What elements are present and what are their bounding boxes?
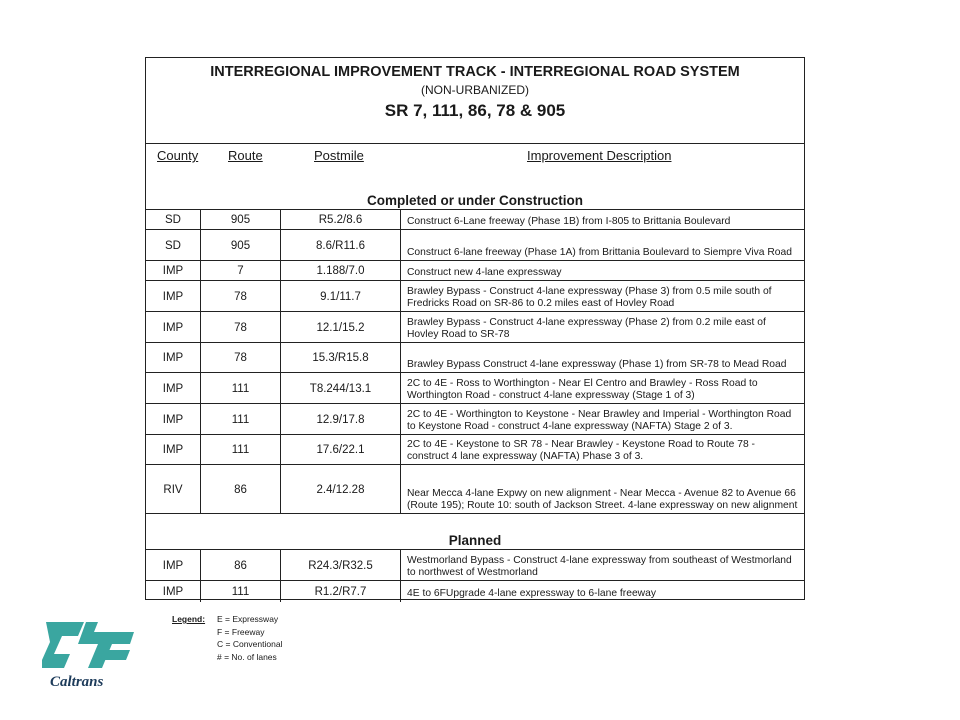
postmile-cell: 1.188/7.0 xyxy=(281,261,401,281)
description-text: 2C to 4E - Worthington to Keystone - Near Brawley and Imperial - Worthington Road to Keystone Road - construct 4-lane expressway (NAFTA) Stage 2 of 3. xyxy=(407,409,792,432)
table-row xyxy=(146,311,804,343)
description-cell xyxy=(401,230,804,261)
description-text: Construct new 4-lane expressway xyxy=(407,267,562,278)
column-route: Route xyxy=(228,148,263,163)
legend-item: C = Conventional xyxy=(217,639,283,649)
table-row xyxy=(146,260,804,281)
page-title: INTERREGIONAL IMPROVEMENT TRACK - INTERREGIONAL ROAD SYSTEM xyxy=(210,64,740,80)
description-text: Brawley Bypass - Construct 4-lane expressway (Phase 2) from 0.2 mile east of Hovley Road to SR-78 xyxy=(407,317,766,340)
postmile-cell: 12.1/15.2 xyxy=(281,312,401,343)
description-cell xyxy=(401,312,804,343)
county-cell: IMP xyxy=(146,435,201,465)
county-cell: IMP xyxy=(146,373,201,404)
postmile-cell: 15.3/R15.8 xyxy=(281,343,401,373)
legend-label: Legend: xyxy=(172,614,206,624)
route-cell: 7 xyxy=(201,261,281,281)
table-row xyxy=(146,434,804,465)
table-row xyxy=(146,342,804,373)
county-cell: IMP xyxy=(146,343,201,373)
county-cell: SD xyxy=(146,210,201,230)
route-cell: 111 xyxy=(201,581,281,602)
postmile-cell: 2.4/12.28 xyxy=(281,465,401,514)
table-row xyxy=(146,280,804,312)
county-cell: IMP xyxy=(146,404,201,435)
table-row xyxy=(146,209,804,230)
route-cell: 905 xyxy=(201,230,281,261)
description-text: Brawley Bypass Construct 4-lane expressway (Phase 1) from SR-78 to Mead Road xyxy=(407,359,787,370)
table-row xyxy=(146,229,804,261)
description-cell xyxy=(401,404,804,435)
description-text: 4E to 6FUpgrade 4-lane expressway to 6-lane freeway xyxy=(407,588,656,599)
column-postmile: Postmile xyxy=(314,148,364,163)
route-cell: 78 xyxy=(201,312,281,343)
caltrans-logo xyxy=(38,614,138,694)
description-cell xyxy=(401,261,804,281)
description-text: 2C to 4E - Keystone to SR 78 - Near Brawley - Keystone Road to Route 78 - construct 4 lane expressway (NAFTA) Phase 3 of 3. xyxy=(407,439,755,462)
section-divider xyxy=(146,513,804,550)
description-cell xyxy=(401,343,804,373)
table-row xyxy=(146,464,804,514)
route-cell: 905 xyxy=(201,210,281,230)
postmile-cell: 9.1/11.7 xyxy=(281,281,401,312)
description-cell xyxy=(401,435,804,465)
table-row xyxy=(146,372,804,404)
table-row xyxy=(146,549,804,581)
logo-mark-accent xyxy=(100,650,130,660)
legend-items xyxy=(217,613,282,663)
description-text: Westmorland Bypass - Construct 4-lane expressway from southeast of Westmorland to northwest of Westmorland xyxy=(407,555,792,578)
route-cell: 78 xyxy=(201,281,281,312)
county-cell: RIV xyxy=(146,465,201,514)
description-text: 2C to 4E - Ross to Worthington - Near El Centro and Brawley - Ross Road to Worthington Road - construct 4-lane expressway (Stage 1 of 3) xyxy=(407,378,758,401)
description-cell xyxy=(401,465,804,514)
route-cell: 78 xyxy=(201,343,281,373)
legend-item: # = No. of lanes xyxy=(217,651,277,662)
route-cell: 86 xyxy=(201,550,281,581)
logo-wordmark: Caltrans xyxy=(50,674,104,690)
column-county: County xyxy=(157,148,199,163)
county-cell: SD xyxy=(146,230,201,261)
description-cell xyxy=(401,373,804,404)
description-text: Brawley Bypass - Construct 4-lane expressway (Phase 3) from 0.5 mile south of Fredricks Road on SR-86 to 0.2 miles east of Hovley Road xyxy=(407,286,772,309)
county-cell: IMP xyxy=(146,550,201,581)
postmile-cell: T8.244/13.1 xyxy=(281,373,401,404)
county-cell: IMP xyxy=(146,312,201,343)
page-subtitle: (NON-URBANIZED) xyxy=(421,83,529,97)
section-planned: Planned xyxy=(448,533,502,548)
description-cell xyxy=(401,281,804,312)
table-row xyxy=(146,580,804,602)
description-text: Construct 6-lane freeway (Phase 1A) from Brittania Boulevard to Siempre Viva Road xyxy=(407,247,792,258)
logo-mark-c xyxy=(42,622,84,668)
postmile-cell: 12.9/17.8 xyxy=(281,404,401,435)
postmile-cell: R24.3/R32.5 xyxy=(281,550,401,581)
postmile-cell: 17.6/22.1 xyxy=(281,435,401,465)
description-cell xyxy=(401,210,804,230)
county-cell: IMP xyxy=(146,581,201,602)
postmile-cell: R5.2/8.6 xyxy=(281,210,401,230)
description-cell xyxy=(401,550,804,581)
routes-title: SR 7, 111, 86, 78 & 905 xyxy=(384,101,566,120)
description-cell xyxy=(401,581,804,602)
route-cell: 111 xyxy=(201,404,281,435)
county-cell: IMP xyxy=(146,261,201,281)
column-description: Improvement Description xyxy=(527,148,672,163)
postmile-cell: 8.6/R11.6 xyxy=(281,230,401,261)
legend-item: F = Freeway xyxy=(217,626,265,637)
description-text: Construct 6-Lane freeway (Phase 1B) from I-805 to Brittania Boulevard xyxy=(407,216,731,227)
route-cell: 111 xyxy=(201,373,281,404)
postmile-cell: R1.2/R7.7 xyxy=(281,581,401,602)
description-text: Near Mecca 4-lane Expwy on new alignment - Near Mecca - Avenue 82 to Avenue 66 (Route 195); Route 10: south of Jackson Street. 4-lane expressway on new alignment xyxy=(407,488,798,511)
table-header xyxy=(146,58,804,144)
route-cell: 86 xyxy=(201,465,281,514)
logo-mark-t xyxy=(78,622,134,668)
table-row xyxy=(146,403,804,435)
route-cell: 111 xyxy=(201,435,281,465)
project-table xyxy=(145,57,805,600)
legend-item: E = Expressway xyxy=(217,614,279,624)
county-cell: IMP xyxy=(146,281,201,312)
section-completed: Completed or under Construction xyxy=(367,193,583,208)
